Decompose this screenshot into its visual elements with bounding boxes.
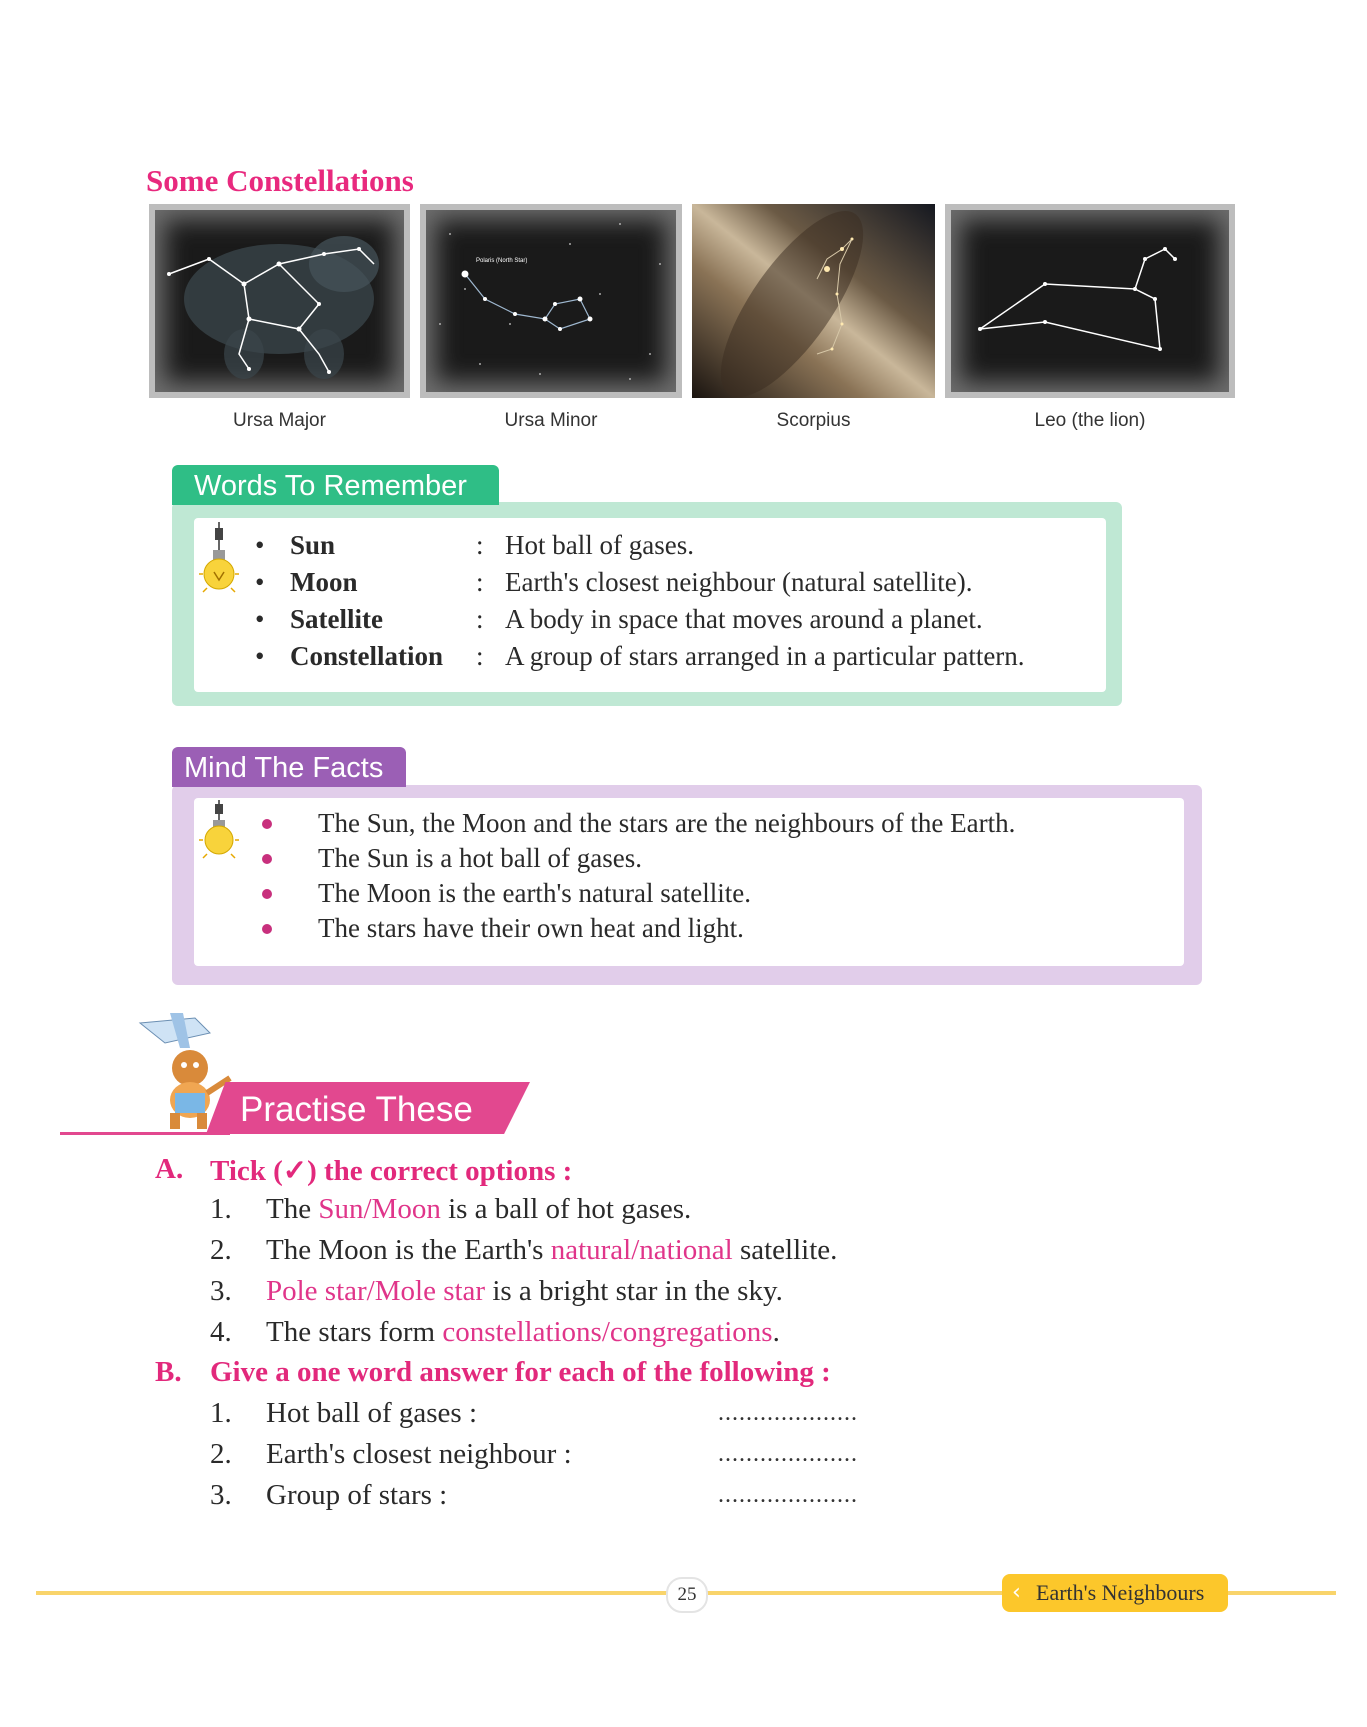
ursa-major-image (149, 204, 410, 398)
question-number: 2. (210, 1234, 232, 1266)
words-to-remember-tab: Words To Remember (172, 465, 499, 505)
fact-bullet (262, 924, 272, 934)
fact-bullet (262, 819, 272, 829)
fact-bullet (262, 854, 272, 864)
section-title: Some Constellations (146, 163, 414, 198)
answer-blank-1[interactable]: .................... (718, 1400, 858, 1426)
lightbulb-icon (199, 522, 239, 617)
wtr-def-sun: Hot ball of gases. (505, 530, 694, 560)
scorpius-image (692, 204, 935, 398)
scorpius-drawing (692, 204, 935, 398)
answer-question-2: Earth's closest neighbour : (266, 1438, 572, 1470)
section-b-heading: Give a one word answer for each of the following : (210, 1356, 831, 1388)
ursa-major-drawing (149, 204, 410, 398)
wtr-term-satellite: Satellite (290, 604, 383, 634)
option-pair[interactable]: Pole star/Mole star (266, 1275, 486, 1307)
leo-drawing (945, 204, 1235, 398)
caption-ursa-minor: Ursa Minor (504, 410, 598, 431)
tick-question-4: The stars form constellations/congregations. (266, 1316, 780, 1348)
answer-question-3: Group of stars : (266, 1479, 448, 1511)
tick-question-2: The Moon is the Earth's natural/national satellite. (266, 1234, 838, 1266)
wtr-bullet: • (255, 604, 265, 634)
ursa-minor-image (420, 204, 682, 398)
question-number: 1. (210, 1193, 232, 1225)
wtr-bullet: • (255, 641, 265, 671)
fact-item: The Moon is the earth's natural satellite. (318, 878, 751, 908)
mind-the-facts-tab: Mind The Facts (172, 747, 406, 787)
option-pair[interactable]: constellations/congregations (442, 1316, 773, 1348)
wtr-bullet: • (255, 567, 265, 597)
wtr-term-moon: Moon (290, 567, 358, 597)
option-pair[interactable]: natural/national (550, 1234, 733, 1266)
answer-question-1: Hot ball of gases : (266, 1397, 478, 1429)
fact-item: The Sun, the Moon and the stars are the neighbours of the Earth. (318, 808, 1016, 838)
polaris-label: Polaris (North Star) (476, 258, 528, 264)
wtr-term-constellation: Constellation (290, 641, 444, 671)
leo-image (945, 204, 1235, 398)
question-number: 2. (210, 1438, 232, 1470)
wtr-bullet: • (255, 530, 265, 560)
section-a-heading: Tick (✓) the correct options : (210, 1155, 573, 1187)
wtr-def-moon: Earth's closest neighbour (natural satellite). (505, 567, 973, 597)
page-number: 25 (666, 1577, 708, 1613)
caption-scorpius: Scorpius (776, 410, 851, 431)
question-number: 3. (210, 1275, 232, 1307)
ursa-minor-drawing (420, 204, 682, 398)
fact-item: The Sun is a hot ball of gases. (318, 843, 642, 873)
tick-question-1: The Sun/Moon is a ball of hot gases. (266, 1193, 692, 1225)
lightbulb-icon (199, 800, 239, 875)
question-number: 1. (210, 1397, 232, 1429)
chapter-tag (1002, 1574, 1228, 1612)
wtr-def-satellite: A body in space that moves around a planet. (505, 604, 983, 634)
caption-ursa-major: Ursa Major (233, 410, 326, 431)
section-b-letter: B. (155, 1356, 182, 1388)
section-a-letter: A. (155, 1153, 184, 1185)
wtr-term-sun: Sun (290, 530, 336, 560)
option-pair[interactable]: Sun/Moon (318, 1193, 441, 1225)
answer-blank-3[interactable]: .................... (718, 1482, 858, 1508)
chevron-left-icon: ‹ (1012, 1580, 1021, 1605)
wtr-colon: : (476, 567, 484, 597)
chapter-title: Earth's Neighbours (1036, 1580, 1205, 1605)
wtr-colon: : (476, 641, 484, 671)
answer-blank-2[interactable]: .................... (718, 1441, 858, 1467)
caption-leo: Leo (the lion) (1034, 410, 1146, 431)
question-number: 3. (210, 1479, 232, 1511)
question-number: 4. (210, 1316, 232, 1348)
fact-bullet (262, 889, 272, 899)
wtr-colon: : (476, 530, 484, 560)
practise-title: Practise These (240, 1090, 473, 1129)
wtr-colon: : (476, 604, 484, 634)
fact-item: The stars have their own heat and light. (318, 913, 744, 943)
wtr-def-constellation: A group of stars arranged in a particular pattern. (505, 641, 1025, 671)
practise-underline (60, 1132, 230, 1135)
tick-question-3: Pole star/Mole star is a bright star in the sky. (266, 1275, 783, 1307)
